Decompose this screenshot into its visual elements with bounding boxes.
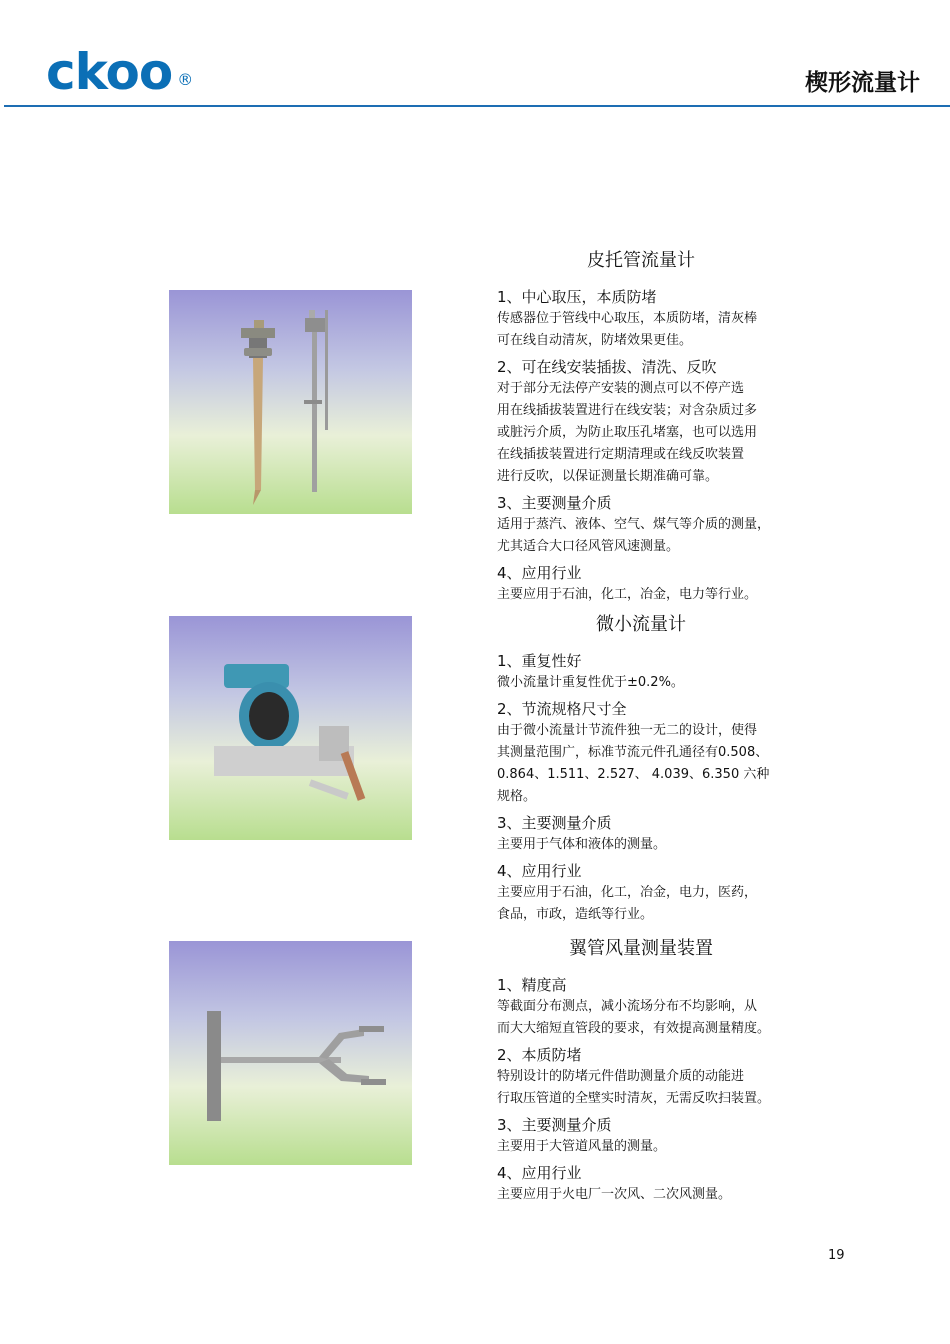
item-body-line: 规格。 <box>497 789 537 804</box>
brand-logo <box>46 43 193 101</box>
item-title: 2、可在线安装插拔、清洗、反吹 <box>497 358 717 376</box>
item-body-line: 传感器位于管线中心取压，本质防堵，清灰棒 <box>497 311 758 326</box>
item-title: 4、应用行业 <box>497 564 582 582</box>
item-body-line: 主要用于大管道风量的测量。 <box>497 1139 667 1154</box>
item-title: 2、本质防堵 <box>497 1046 582 1064</box>
pitot-tube-image <box>169 290 412 514</box>
page-number: 19 <box>828 1248 845 1263</box>
item-body-line: 0.864、1.511、2.527、 4.039、6.350 六种 <box>497 767 770 782</box>
item-body-line: 由于微小流量计节流件独一无二的设计，使得 <box>497 723 758 738</box>
item-body-line: 其测量范围广，标准节流元件孔通径有0.508、 <box>497 745 769 760</box>
item-title: 4、应用行业 <box>497 862 582 880</box>
registered-mark: ® <box>177 70 193 89</box>
item-body-line: 尤其适合大口径风管风速测量。 <box>497 539 680 554</box>
section-text <box>497 248 797 606</box>
header-divider <box>4 105 950 107</box>
section-text <box>497 612 797 926</box>
logo-text: ckoo <box>46 43 173 101</box>
item-title: 3、主要测量介质 <box>497 1116 612 1134</box>
item-body-line: 而大大缩短直管段的要求，有效提高测量精度。 <box>497 1021 771 1036</box>
wing-tube-air-measuring-image <box>169 941 412 1165</box>
section-title: 微小流量计 <box>596 614 686 635</box>
item-title: 3、主要测量介质 <box>497 814 612 832</box>
item-body-line: 主要用于气体和液体的测量。 <box>497 837 667 852</box>
item-body-line: 主要应用于石油，化工，冶金，电力等行业。 <box>497 587 758 602</box>
item-body-line: 用在线插拔装置进行在线安装；对含杂质过多 <box>497 403 758 418</box>
item-body-line: 对于部分无法停产安装的测点可以不停产选 <box>497 381 745 396</box>
item-body-line: 或脏污介质，为防止取压孔堵塞，也可以选用 <box>497 425 758 440</box>
item-body-line: 食品，市政，造纸等行业。 <box>497 907 654 922</box>
item-body-line: 在线插拔装置进行定期清理或在线反吹装置 <box>497 447 745 462</box>
item-body-line: 等截面分布测点，减小流场分布不均影响，从 <box>497 999 758 1014</box>
section-title: 翼管风量测量装置 <box>569 938 713 959</box>
item-title: 1、精度高 <box>497 976 567 994</box>
item-body-line: 进行反吹，以保证测量长期准确可靠。 <box>497 469 719 484</box>
section-text <box>497 936 797 1206</box>
page-header <box>0 0 950 108</box>
item-body-line: 可在线自动清灰，防堵效果更佳。 <box>497 333 693 348</box>
item-body-line: 主要应用于石油，化工，冶金，电力，医药， <box>497 885 758 900</box>
document-title: 楔形流量计 <box>805 70 920 96</box>
item-title: 1、重复性好 <box>497 652 582 670</box>
section-title: 皮托管流量计 <box>587 250 695 271</box>
item-title: 1、中心取压，本质防堵 <box>497 288 657 306</box>
item-body-line: 主要应用于火电厂一次风、二次风测量。 <box>497 1187 732 1202</box>
item-body-line: 特别设计的防堵元件借助测量介质的动能进 <box>497 1069 745 1084</box>
micro-flowmeter-image <box>169 616 412 840</box>
item-title: 2、节流规格尺寸全 <box>497 700 627 718</box>
item-title: 4、应用行业 <box>497 1164 582 1182</box>
item-body-line: 微小流量计重复性优于±0.2%。 <box>497 675 684 690</box>
item-body-line: 适用于蒸汽、液体、空气、煤气等介质的测量， <box>497 517 771 532</box>
item-body-line: 行取压管道的全壁实时清灰，无需反吹扫装置。 <box>497 1091 771 1106</box>
item-title: 3、主要测量介质 <box>497 494 612 512</box>
